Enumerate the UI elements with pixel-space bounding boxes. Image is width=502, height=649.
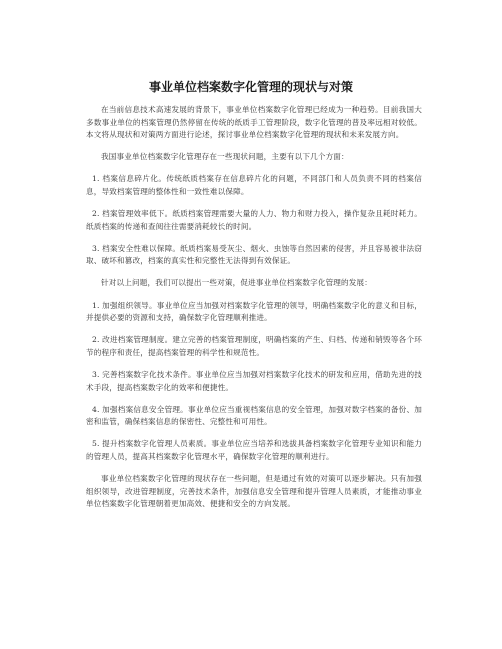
measure-item-2: 2. 改进档案管理制度。建立完善的档案管理制度，明确档案的产生、归档、传递和销毁等各个环节的程序和责任，提高档案管理的科学性和规范性。 [86, 335, 422, 357]
measure-item-5: 5. 提升档案数字化管理人员素质。事业单位应当培养和选拔具备档案数字化管理专业知识和能力的管理人员，提高其档案数字化管理水平，确保数字化管理的顺利进行。 [86, 439, 422, 461]
measures-intro-paragraph: 针对以上问题，我们可以提出一些对策，促进事业单位档案数字化管理的发展： [101, 278, 373, 288]
document-body [86, 104, 422, 520]
measure-item-3: 3. 完善档案数字化技术条件。事业单位应当加强对档案数字化技术的研发和应用，借助先进的技术手段，提高档案数字化的效率和便捷性。 [86, 369, 422, 392]
measure-item-4: 4. 加强档案信息安全管理。事业单位应当重视档案信息的安全管理，加强对数字档案的备份、加密和监管，确保档案信息的保密性、完整性和可用性。 [86, 404, 422, 427]
problem-item-2: 2. 档案管理效率低下。纸质档案管理需要大量的人力、物力和财力投入，操作复杂且耗时耗力。纸质档案的传递和查阅往往需要消耗较长的时间。 [86, 209, 422, 231]
problem-item-3: 3. 档案安全性难以保障。纸质档案易受灰尘、烟火、虫蚀等自然因素的侵害，并且容易被非法窃取、破坏和篡改，档案的真实性和完整性无法得到有效保证。 [86, 243, 422, 266]
measure-item-1: 1. 加强组织领导。事业单位应当加强对档案数字化管理的领导，明确档案数字化的意义和目标，并提供必要的资源和支持，确保数字化管理顺利推进。 [86, 300, 422, 323]
problem-item-1: 1. 档案信息碎片化。传统纸质档案存在信息碎片化的问题，不同部门和人员负责不同的档案信息，导致档案管理的整体性和一致性难以保障。 [86, 174, 422, 196]
intro-paragraph: 在当前信息技术高速发展的背景下，事业单位档案数字化管理已经成为一种趋势。目前我国大多数事业单位的档案管理仍然停留在传统的纸质手工管理阶段，数字化管理的普及率远相对较低。本文将从现状和对策两方面进行论述，探讨事业单位档案数字化管理的现状和未来发展方向。 [86, 105, 422, 140]
conclusion-paragraph: 事业单位档案数字化管理的现状存在一些问题，但是通过有效的对策可以逐步解决。只有加强组织领导，改进管理制度，完善技术条件，加强信息安全管理和提升管理人员素质，才能推动事业单位档案数字化管理朝着更加高效、便捷和安全的方向发展。 [86, 473, 422, 509]
problems-intro-paragraph: 我国事业单位档案数字化管理存在一些现状问题，主要有以下几个方面： [101, 152, 349, 162]
document-title: 事业单位档案数字化管理的现状与对策 [148, 80, 353, 94]
